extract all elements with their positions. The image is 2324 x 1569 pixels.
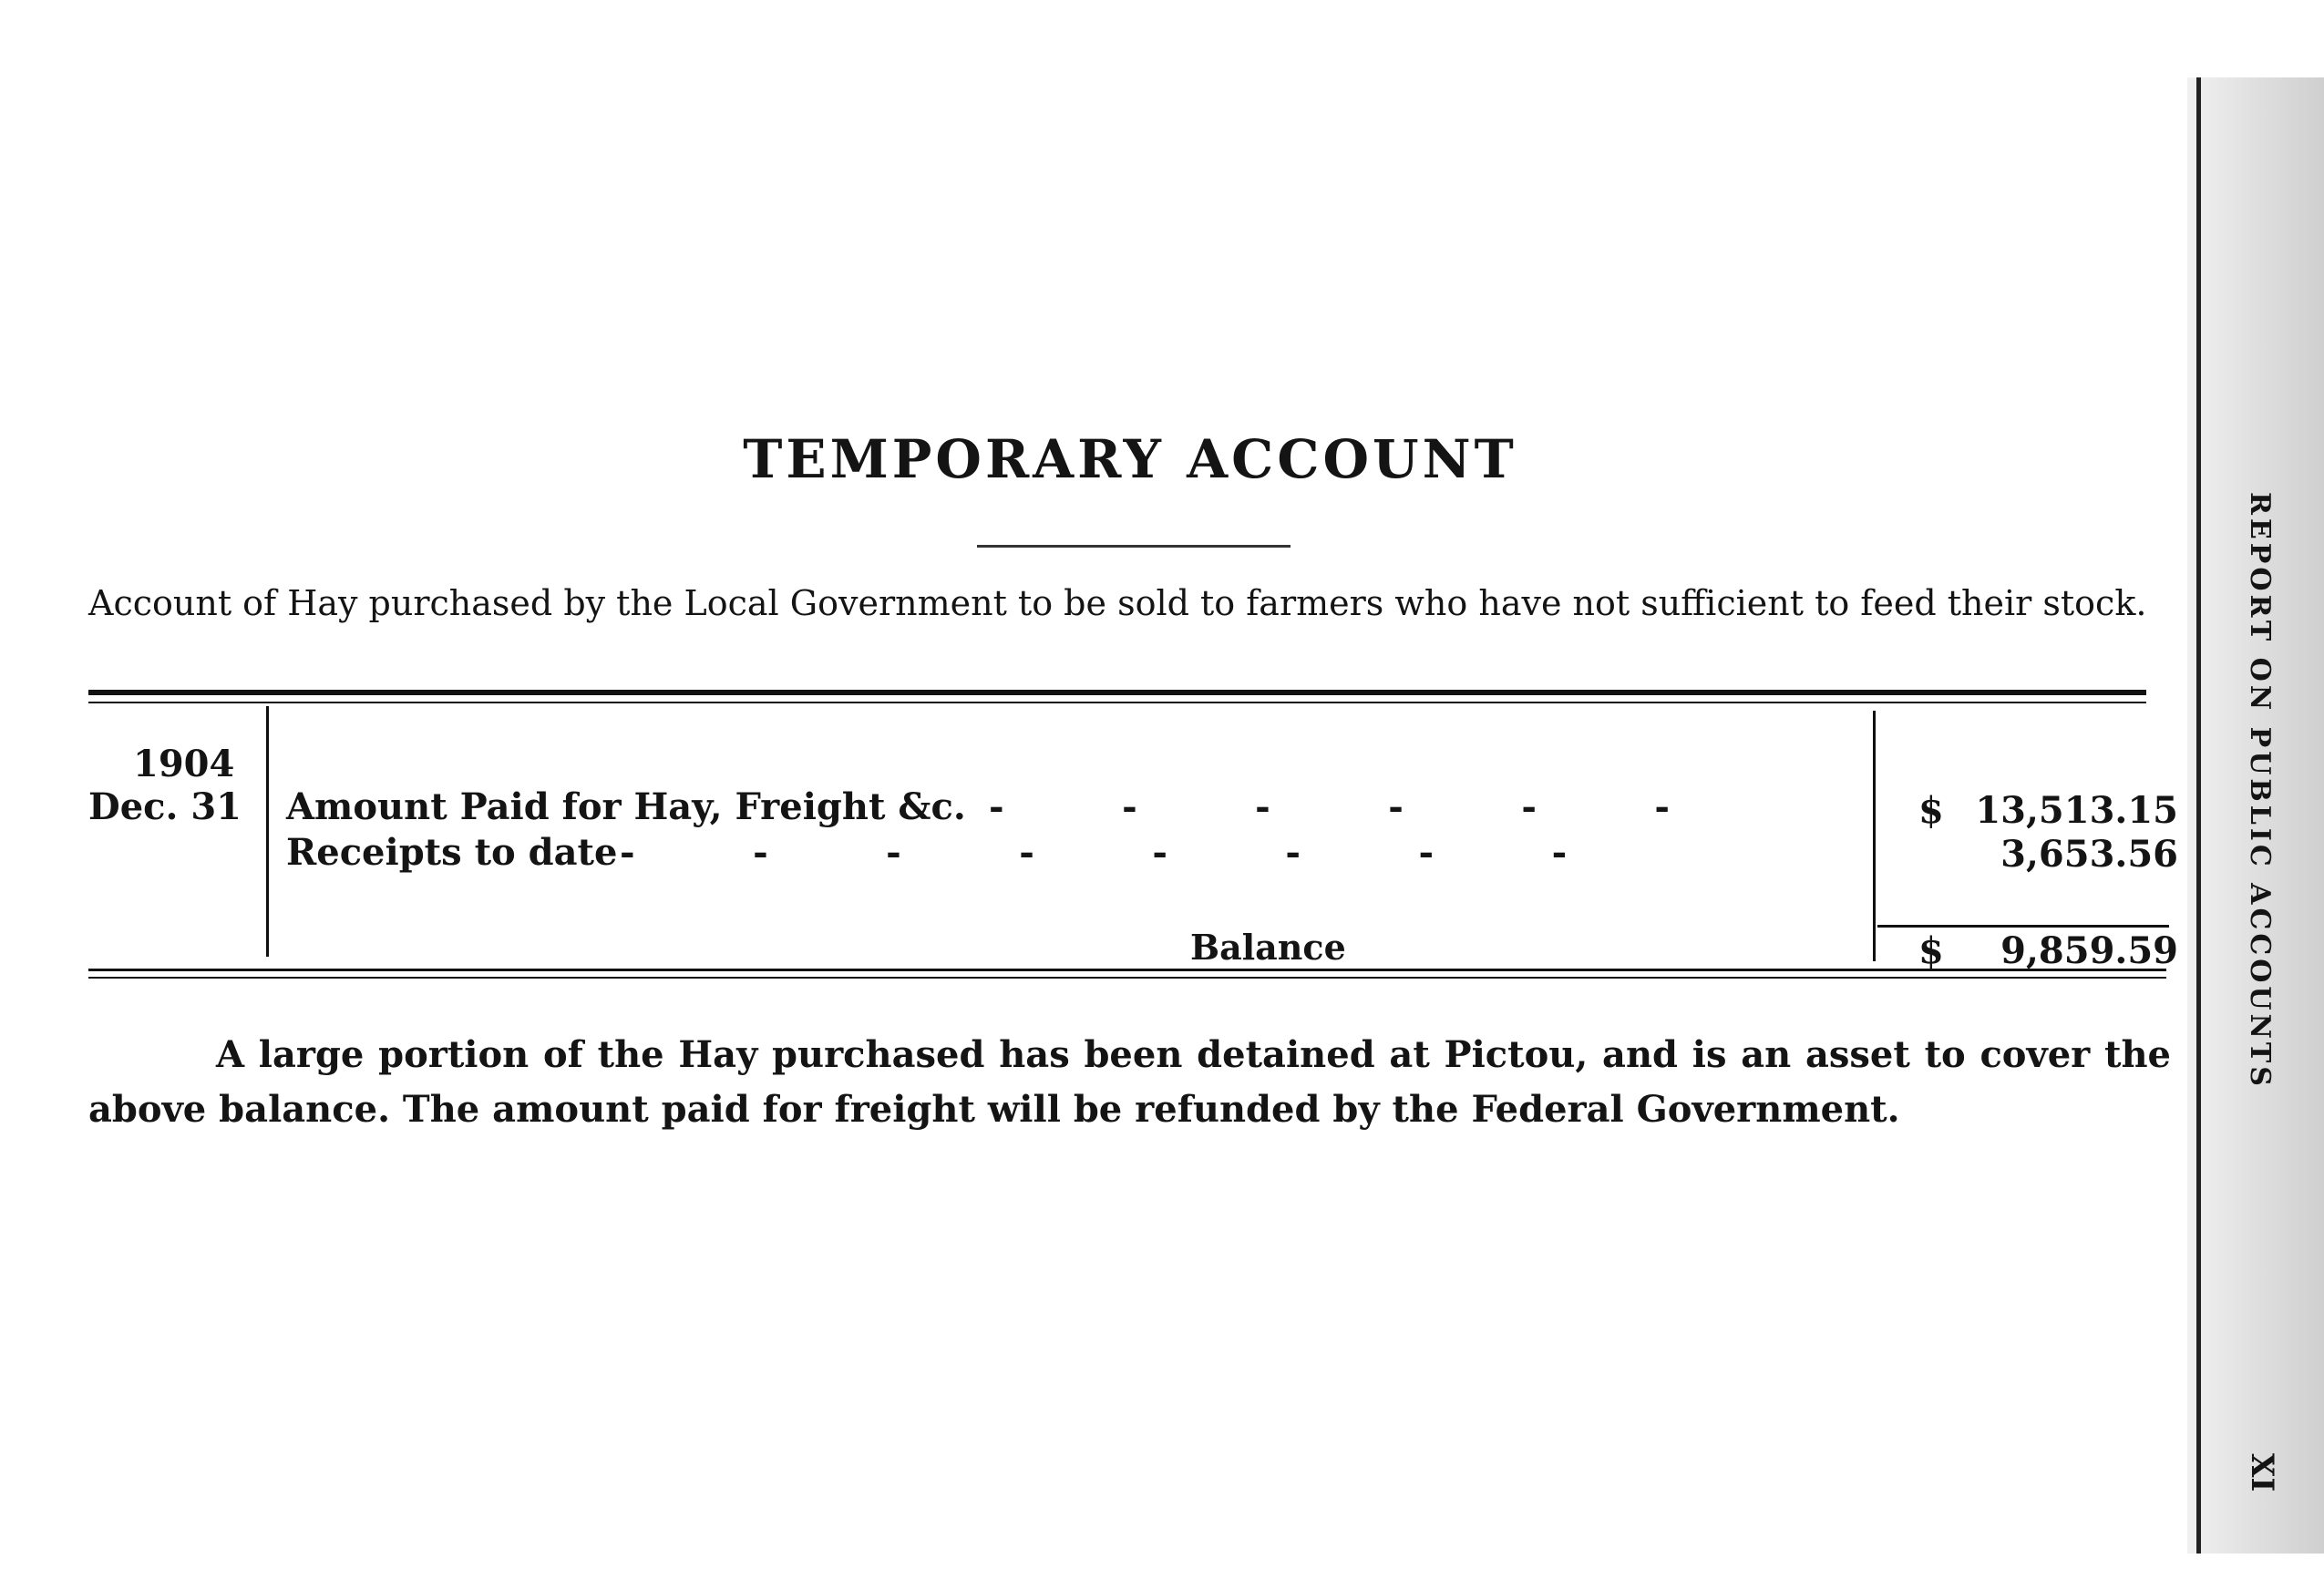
row-description: Receipts to date: [286, 831, 618, 874]
table-top-rule-thin: [88, 702, 2146, 703]
dot-leaders: - - - - - - - -: [620, 831, 1571, 874]
table-top-rule-thick: [88, 690, 2146, 695]
balance-amount: 9,859.59: [2000, 929, 2178, 972]
page-number: XI: [2244, 1453, 2280, 1492]
dot-leaders: - - - - - -: [989, 785, 1674, 828]
year-cell: 1904: [133, 743, 235, 785]
title-underline: [977, 545, 1291, 548]
date-cell: Dec. 31: [88, 785, 242, 828]
page-edge-rule: [2196, 77, 2201, 1554]
account-description: Account of Hay purchased by the Local Government to be sold to farmers who have not sufficient to feed their stock.: [88, 583, 2147, 623]
row-description: Amount Paid for Hay, Freight &c.: [286, 785, 966, 828]
date-column-divider: [266, 706, 269, 957]
table-bottom-rule: [88, 969, 2166, 971]
currency-sign: $: [1918, 789, 1944, 832]
running-header: REPORT ON PUBLIC ACCOUNTS: [2244, 492, 2276, 1090]
explanatory-note: A large portion of the Hay purchased has been detained at Pictou, and is an asset to cover the above balance. The amount paid for freight will be refunded by the Federal Government.: [88, 1033, 2171, 1131]
subtotal-rule: [1877, 925, 2169, 928]
amount-cell: 13,513.15: [1975, 789, 2178, 832]
amount-column-divider: [1873, 711, 1876, 961]
balance-currency-sign: $: [1918, 929, 1944, 972]
balance-label: Balance: [1190, 927, 1346, 968]
amount-cell: 3,653.56: [2000, 833, 2178, 876]
page-title: TEMPORARY ACCOUNT: [743, 428, 1517, 490]
table-bottom-rule-2: [88, 977, 2166, 979]
